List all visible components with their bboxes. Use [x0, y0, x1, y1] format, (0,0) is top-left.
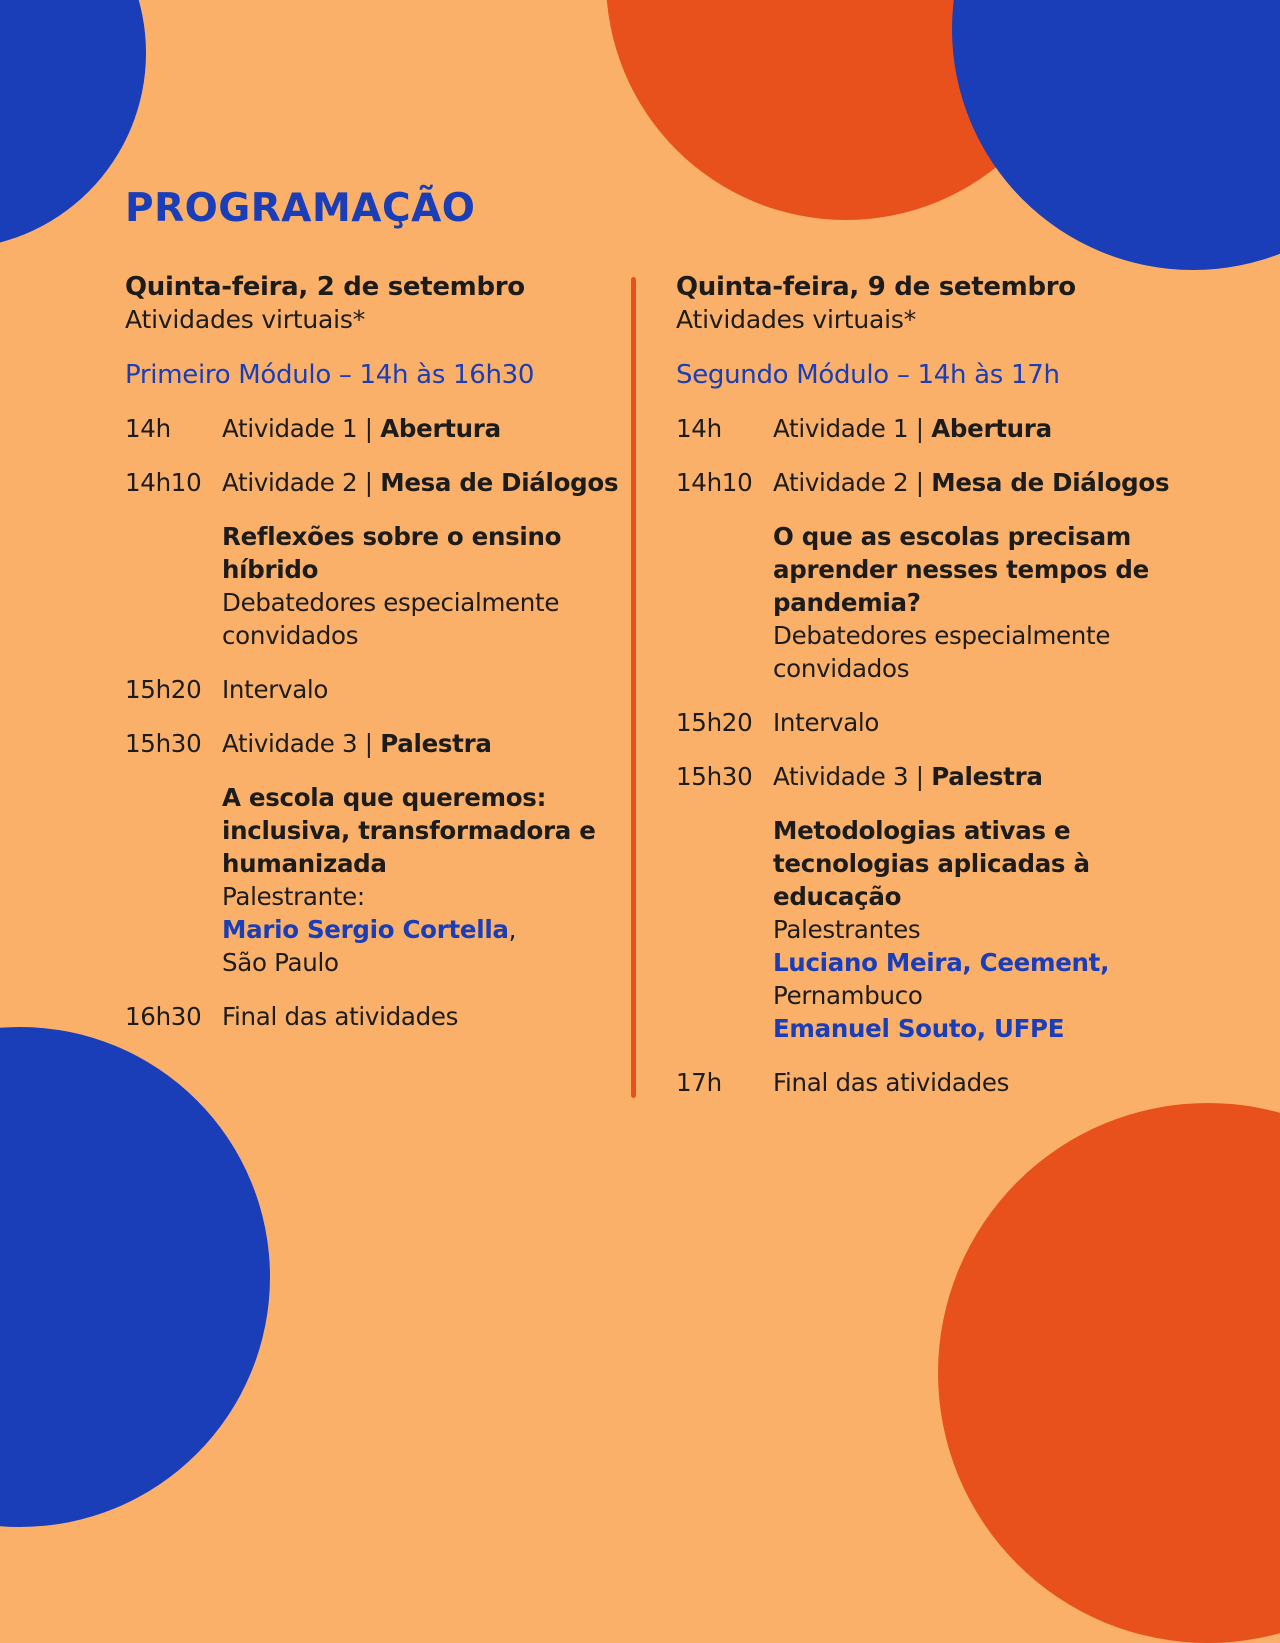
speaker-name: Mario Sergio Cortella: [222, 915, 509, 944]
decor-circle-bottom-right: [938, 1103, 1280, 1643]
module-heading: Segundo Módulo – 14h às 17h: [676, 360, 1060, 390]
activity-name: Abertura: [380, 414, 501, 443]
activity-label: Atividade 1 |: [222, 414, 381, 443]
row-time: 15h20: [125, 675, 202, 704]
activity-note: Debatedores especialmente convidados: [222, 588, 560, 650]
row-activity: Final das atividades: [222, 1002, 459, 1031]
row-activity: [222, 466, 635, 499]
speaker-label: Palestrantes: [773, 915, 921, 944]
row-time: 14h10: [676, 468, 753, 497]
schedule-row: [676, 412, 1186, 445]
activity-detail: [773, 814, 1186, 1045]
day-heading: Quinta-feira, 2 de setembro: [125, 272, 525, 302]
decor-circle-top-right: [952, 0, 1280, 270]
activity-label: Atividade 3 |: [222, 729, 381, 758]
day-mode: Atividades virtuais*: [125, 305, 366, 334]
activity-name: Mesa de Diálogos: [380, 468, 619, 497]
row-activity: [773, 760, 1186, 793]
speaker-label: Palestrante:: [222, 882, 365, 911]
speaker-line: [222, 913, 635, 946]
schedule-day-1: [125, 270, 635, 1054]
day-mode: Atividades virtuais*: [676, 305, 917, 334]
speaker-separator: ,: [508, 915, 517, 944]
activity-detail: [773, 520, 1186, 685]
activity-label: Atividade 3 |: [773, 762, 932, 791]
schedule-row: [125, 727, 635, 760]
row-time: 15h30: [676, 762, 753, 791]
schedule-row: [125, 673, 635, 706]
activity-detail: [222, 781, 635, 979]
module-heading: Primeiro Módulo – 14h às 16h30: [125, 360, 535, 390]
activity-note: Debatedores especialmente convidados: [773, 621, 1111, 683]
schedule-row: [125, 466, 635, 499]
speaker-location: São Paulo: [222, 948, 339, 977]
day-heading: Quinta-feira, 9 de setembro: [676, 272, 1076, 302]
row-time: 16h30: [125, 1002, 202, 1031]
row-time: 14h: [676, 414, 722, 443]
schedule-row: [125, 412, 635, 445]
row-time: 17h: [676, 1068, 722, 1097]
activity-label: Atividade 2 |: [222, 468, 381, 497]
activity-name: Palestra: [380, 729, 492, 758]
schedule-row: [676, 1066, 1186, 1099]
row-activity: [222, 727, 635, 760]
decor-circle-bottom-left: [0, 1027, 270, 1527]
row-time: 15h30: [125, 729, 202, 758]
row-time: 14h10: [125, 468, 202, 497]
row-activity: [773, 466, 1186, 499]
activity-label: Atividade 2 |: [773, 468, 932, 497]
row-activity: [773, 412, 1186, 445]
activity-detail: [222, 520, 635, 652]
activity-label: Atividade 1 |: [773, 414, 932, 443]
schedule-day-2: [676, 270, 1186, 1120]
activity-name: Mesa de Diálogos: [931, 468, 1170, 497]
activity-name: Palestra: [931, 762, 1043, 791]
speaker-name: Luciano Meira, Ceement,: [773, 948, 1110, 977]
page-title: PROGRAMAÇÃO: [125, 186, 476, 231]
row-activity: Final das atividades: [773, 1068, 1010, 1097]
schedule-row: [676, 706, 1186, 739]
row-activity: Intervalo: [222, 675, 329, 704]
row-time: 14h: [125, 414, 171, 443]
speaker-name: Emanuel Souto, UFPE: [773, 1014, 1065, 1043]
activity-topic: A escola que queremos: inclusiva, transformadora e humanizada: [222, 783, 596, 878]
row-activity: Intervalo: [773, 708, 880, 737]
activity-topic: O que as escolas precisam aprender nesses tempos de pandemia?: [773, 522, 1149, 617]
schedule-row: [676, 760, 1186, 793]
activity-topic: Metodologias ativas e tecnologias aplicadas à educação: [773, 816, 1090, 911]
row-time: 15h20: [676, 708, 753, 737]
activity-topic: Reflexões sobre o ensino híbrido: [222, 522, 562, 584]
activity-name: Abertura: [931, 414, 1052, 443]
row-activity: [222, 412, 635, 445]
schedule-row: [676, 466, 1186, 499]
schedule-row: [125, 1000, 635, 1033]
speaker-location: Pernambuco: [773, 981, 923, 1010]
